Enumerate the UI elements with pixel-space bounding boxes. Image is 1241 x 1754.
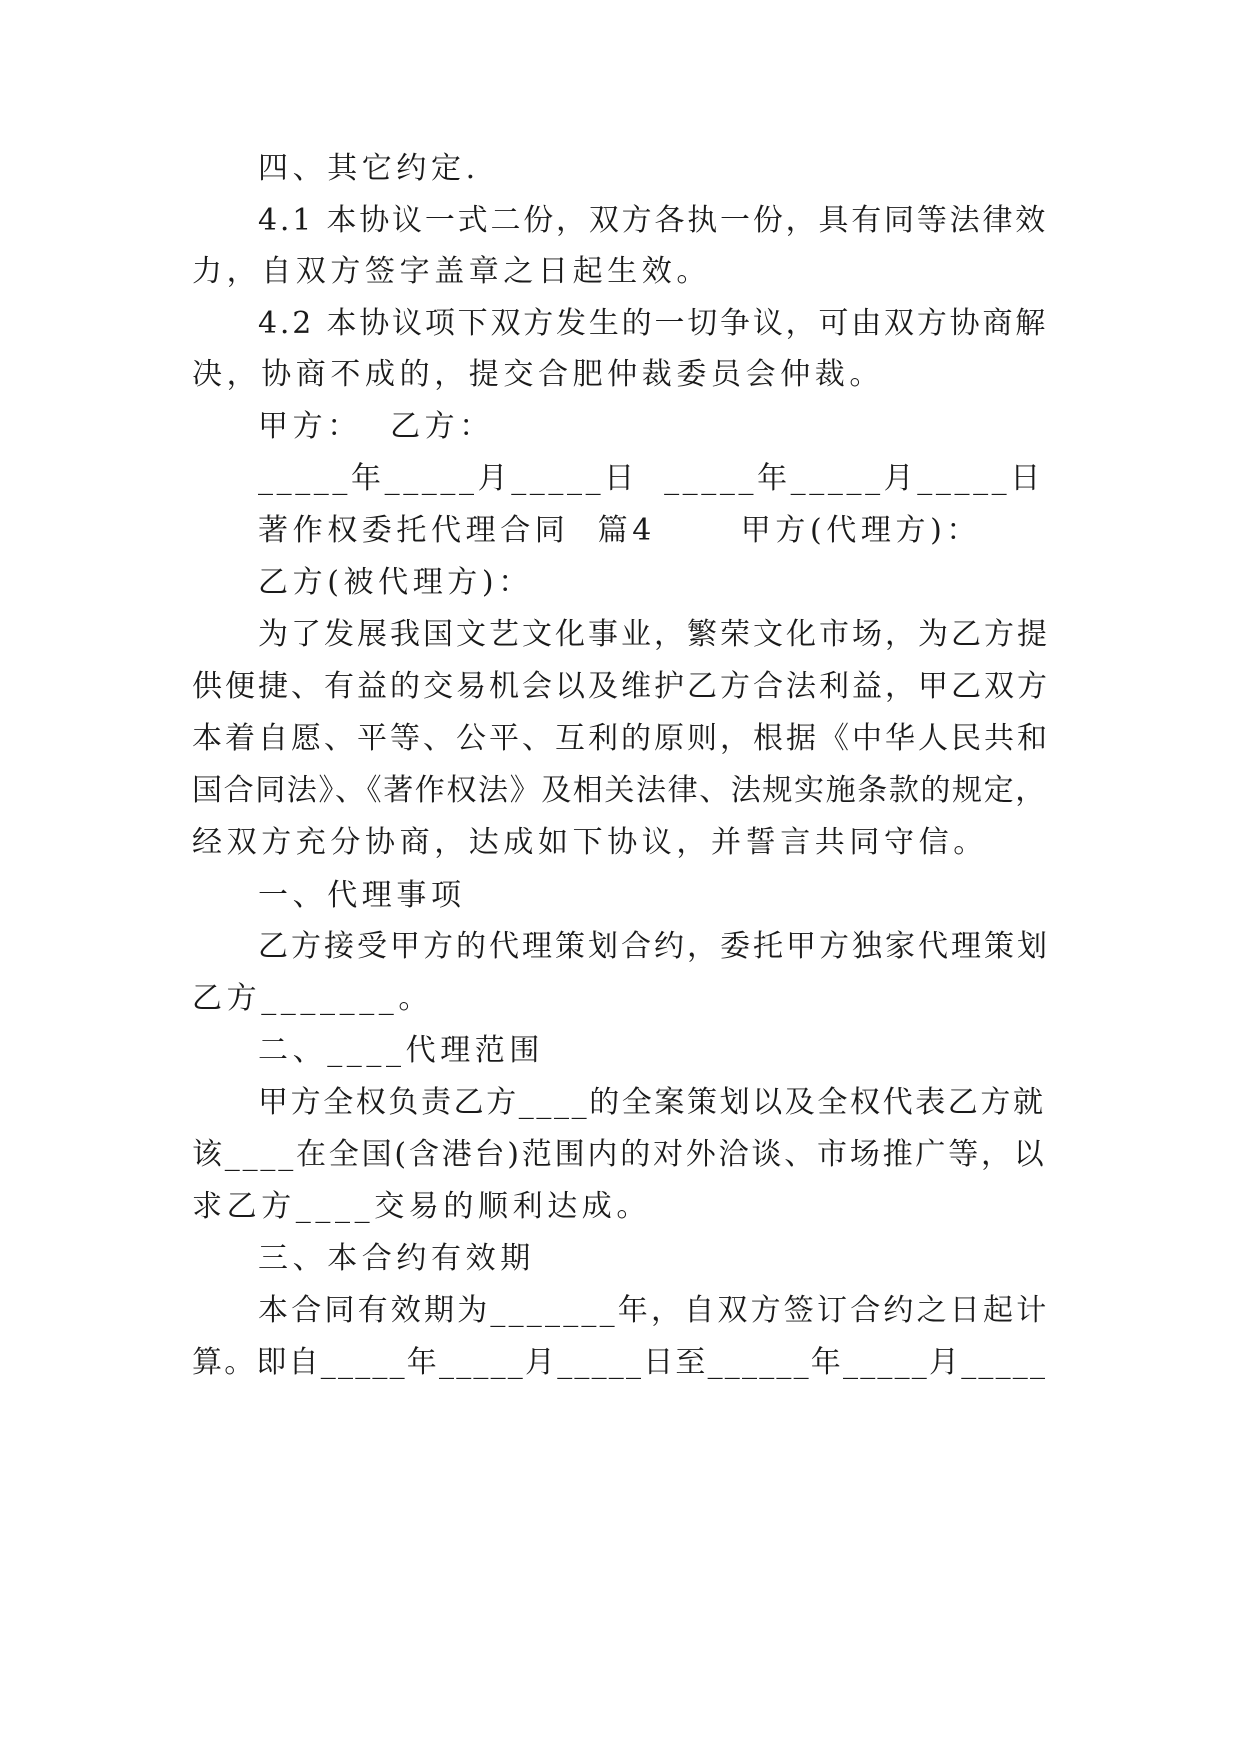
paragraph-line: 经双方充分协商，达成如下协议，并誓言共同守信。	[192, 825, 988, 860]
section-heading-other-terms: 四、其它约定.	[258, 151, 480, 186]
contract-title: 著作权委托代理合同 篇4 甲方(代理方)：	[258, 513, 981, 548]
paragraph-line: 乙方接受甲方的代理策划合约，委托甲方独家代理策划	[258, 929, 1050, 964]
paragraph-line: 4.2 本协议项下双方发生的一切争议，可由双方协商解	[258, 306, 1049, 341]
section-heading-validity: 三、本合约有效期	[258, 1241, 535, 1276]
paragraph-line: 甲方全权负责乙方____的全案策划以及全权代表乙方就	[258, 1085, 1046, 1120]
paragraph-line: 本合同有效期为_______年，自双方签订合约之日起计	[258, 1293, 1050, 1328]
paragraph-line: 国合同法》、《著作权法》及相关法律、法规实施条款的规定，	[192, 773, 1047, 808]
paragraph-line: 力，自双方签字盖章之日起生效。	[192, 254, 711, 289]
signature-dates: _____年_____月_____日 _____年_____月_____日	[258, 461, 1044, 496]
section-heading-agency-matters: 一、代理事项	[258, 878, 466, 913]
paragraph-line: 供便捷、有益的交易机会以及维护乙方合法利益，甲乙双方	[192, 669, 1050, 704]
signature-parties: 甲方： 乙方：	[258, 409, 494, 444]
paragraph-line: 该____在全国(含港台)范围内的对外洽谈、市场推广等，以	[192, 1137, 1047, 1172]
paragraph-line: 算。即自_____年_____月_____日至______年_____月_____	[192, 1345, 1048, 1380]
section-heading-agency-scope: 二、____代理范围	[258, 1033, 544, 1068]
party-b-label: 乙方(被代理方)：	[258, 565, 533, 600]
paragraph-line: 为了发展我国文艺文化事业，繁荣文化市场，为乙方提	[258, 617, 1050, 652]
paragraph-line: 乙方_______。	[192, 981, 433, 1016]
paragraph-line: 本着自愿、平等、公平、互利的原则，根据《中华人民共和	[192, 721, 1050, 756]
paragraph-line: 4.1 本协议一式二份，双方各执一份，具有同等法律效	[258, 203, 1049, 238]
paragraph-line: 决，协商不成的，提交合肥仲裁委员会仲裁。	[192, 357, 884, 392]
paragraph-line: 求乙方____交易的顺利达成。	[192, 1189, 651, 1224]
